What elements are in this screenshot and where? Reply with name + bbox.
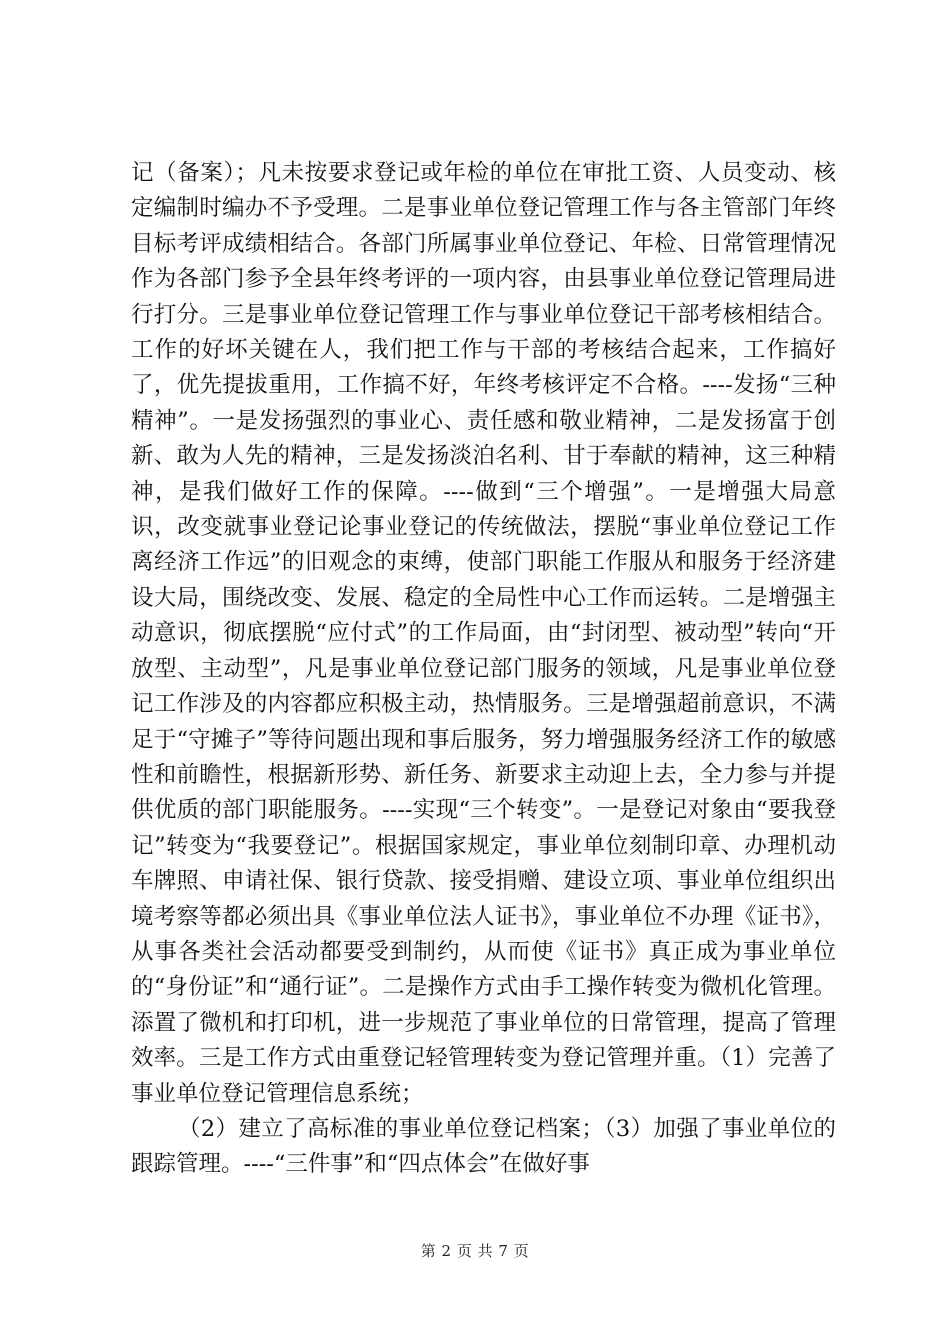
paragraph-1: 记（备案）；凡未按要求登记或年检的单位在审批工资、人员变动、核定编制时编办不予受理。二是事业单位登记管理工作与各主管部门年终目标考评成绩相结合。各部门所属事业单位登记、年检、日常管理情况作为各部门参予全县年终考评的一项内容，由县事业单位登记管理局进行打分。三是事业单位登记管理工作与事业单位登记干部考核相结合。工作的好坏关键在人，我们把工作与干部的考核结合起来，工作搞好了，优先提拔重用，工作搞不好，年终考核评定不合格。----发扬“三种精神”。一是发扬强烈的事业心、责任感和敬业精神，二是发扬富于创新、敢为人先的精神，三是发扬淡泊名利、甘于奉献的精神，这三种精神，是我们做好工作的保障。----做到“三个增强”。一是增强大局意识，改变就事业登记论事业登记的传统做法，摆脱“事业单位登记工作离经济工作远”的旧观念的束缚，使部门职能工作服从和服务于经济建设大局，围绕改变、发展、稳定的全局性中心工作而运转。二是增强主动意识，彻底摆脱“应付式”的工作局面，由“封闭型、被动型”转向“开放型、主动型”，凡是事业单位登记部门服务的领域，凡是事业单位登记工作涉及的内容都应积极主动，热情服务。三是增强超前意识，不满足于“守摊子”等待问题出现和事后服务，努力增强服务经济工作的敏感性和前瞻性，根据新形势、新任务、新要求主动迎上去，全力参与并提供优质的部门职能服务。----实现“三个转变”。一是登记对象由“要我登记”转变为“我要登记”。根据国家规定，事业单位刻制印章、办理机动车牌照、申请社保、银行贷款、接受捐赠、建设立项、事业单位组织出境考察等都必须出具《事业单位法人证书》，事业单位不办理《证书》，从事各类社会活动都要受到制约，从而使《证书》真正成为事业单位的“身份证”和“通行证”。二是操作方式由手工操作转变为微机化管理。添置了微机和打印机，进一步规范了事业单位的日常管理，提高了管理效率。三是工作方式由重登记轻管理转变为登记管理并重。（1）完善了事业单位登记管理信息系统； xyxy=(131,160,836,1107)
page-number-footer: 第 2 页 共 7 页 xyxy=(420,1242,530,1260)
document-body xyxy=(131,156,836,1183)
paragraph-2: （2）建立了高标准的事业单位登记档案；（3）加强了事业单位的跟踪管理。----“三件事”和“四点体会”在做好事 xyxy=(131,1115,836,1178)
